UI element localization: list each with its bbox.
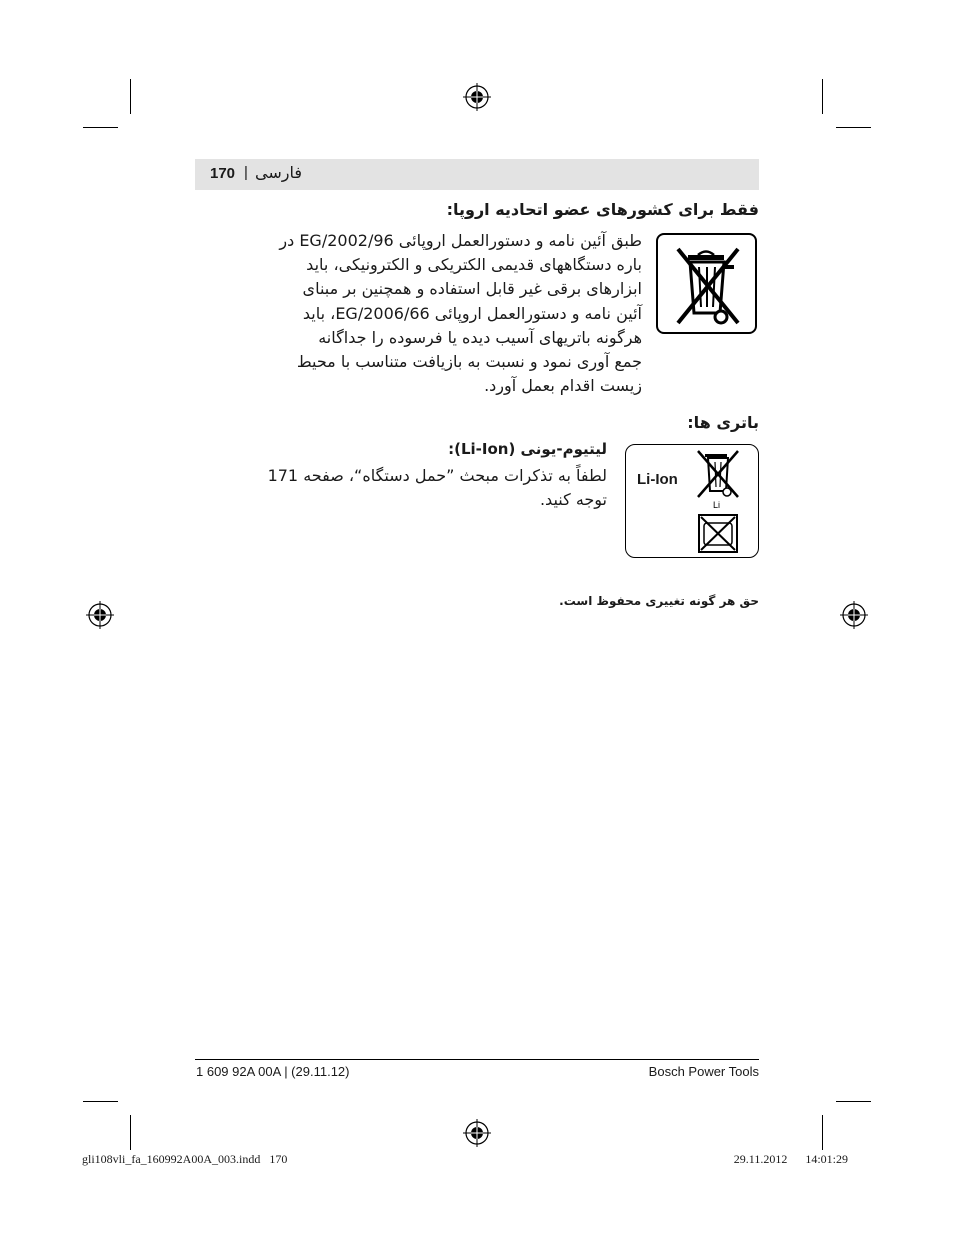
weee-paragraph [200,229,642,398]
li-ion-label: Li-Ion [637,471,678,488]
page-header [195,159,759,190]
weee-line: ابزارهای برقی غیر قابل استفاده و همچنین بر مبنای [302,279,642,299]
rights-notice: حق هر گونه تغییری محفوظ است. [559,594,759,608]
header-separator: | [244,164,248,181]
registration-mark-icon [463,83,491,111]
footer-brand: Bosch Power Tools [648,1064,759,1079]
crop-mark [822,1115,823,1150]
slug-timestamp: 29.11.2012 14:01:29 [733,1152,848,1166]
li-sub-label: Li [713,500,721,510]
li-ion-paragraph [198,464,607,512]
li-ion-line: توجه کنید. [539,490,607,510]
crop-mark [836,127,871,128]
slug-file-name: gli108vli_fa_160992A00A_003.indd 170 [82,1152,288,1166]
crop-mark [836,1101,871,1102]
li-ion-line: لطفاً به تذکرات مبحث ”حمل دستگاه“، صفحه 171 [267,466,607,485]
weee-line: آئین نامه و دستورالعمل اروپائی 2006/66/EG، باید [302,303,642,323]
crop-mark [130,1115,131,1150]
page-number: 170 [210,165,236,182]
battery-bin-icon [696,445,756,557]
weee-line: هرگونه باتریهای آسیب دیده یا فرسوده را جداگانه [318,327,642,347]
crop-mark [83,127,118,128]
li-ion-recycling-icon [625,444,759,558]
battery-heading: باتری ها: [687,413,759,432]
weee-line: باره دستگاههای قدیمی الکتریکی و الکترونیکی، باید [306,255,642,275]
weee-line: طبق آئین نامه و دستورالعمل اروپائی 2002/96/EG در [279,231,642,250]
footer-doc-number: 1 609 92A 00A | (29.11.12) [196,1064,350,1079]
crop-mark [822,79,823,114]
weee-line: زیست اقدام بعمل آورد. [484,376,642,396]
registration-mark-icon [86,601,114,629]
weee-heading: فقط برای کشورهای عضو اتحادیه اروپا: [446,200,759,219]
crop-mark [83,1101,118,1102]
registration-mark-icon [840,601,868,629]
crossed-out-wheelie-bin-icon [656,233,757,334]
registration-mark-icon [463,1119,491,1147]
weee-line: جمع آوری نمود و نسبت به بازیافت متناسب با محیط [296,352,642,372]
header-language: فارسی [255,163,302,182]
crop-mark [130,79,131,114]
li-ion-subheading: لیتیوم-یونی (Li-Ion): [448,440,607,458]
footer-rule [195,1059,759,1060]
